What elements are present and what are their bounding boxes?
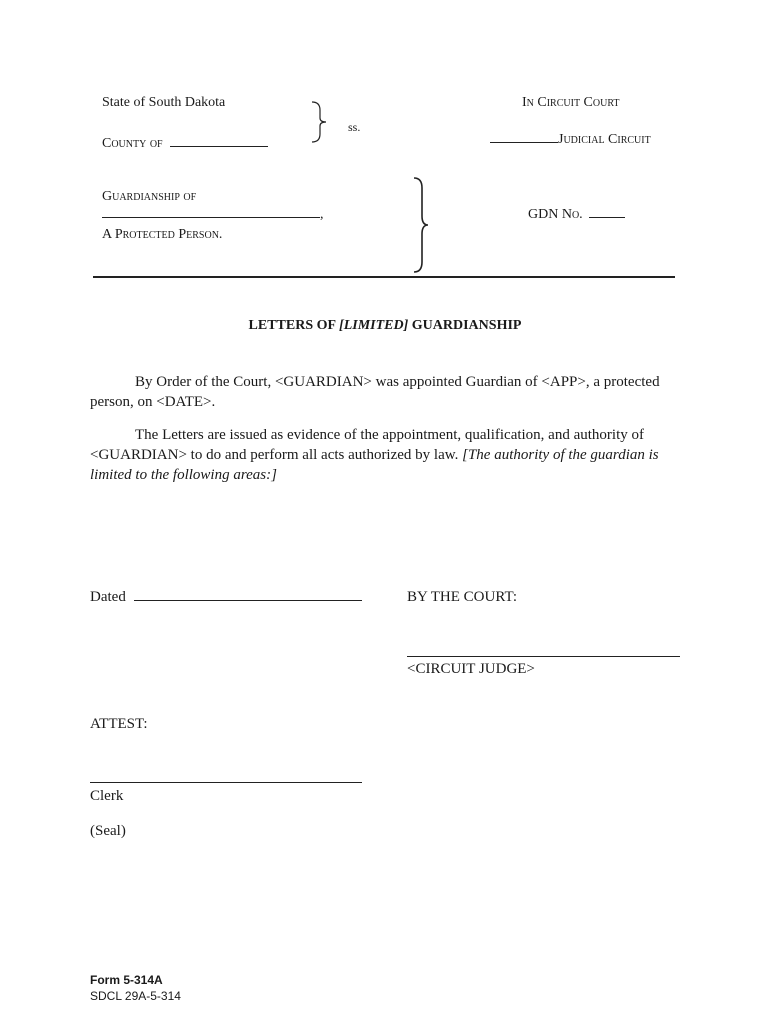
- title-part1: LETTERS OF: [248, 318, 340, 333]
- by-the-court-label: BY THE COURT:: [407, 589, 518, 605]
- caption-divider: [93, 276, 675, 278]
- paragraph-authority-limitation: [The authority of the guardian is limited to the following areas:]: [90, 447, 659, 483]
- name-blank: [102, 216, 320, 218]
- paragraph-authority: [90, 425, 690, 485]
- county-label: [102, 136, 268, 152]
- circuit-blank: [490, 141, 558, 143]
- document-title: [0, 318, 770, 334]
- state-label: State of South Dakota: [102, 95, 226, 110]
- seal-label: (Seal): [90, 823, 126, 839]
- ss-label: ss.: [348, 120, 361, 134]
- county-blank: [170, 145, 268, 147]
- county-label-text: County of: [102, 136, 163, 151]
- gdn-number: [528, 207, 625, 223]
- clerk-label: Clerk: [90, 788, 124, 804]
- circuit-judge-label: <CIRCUIT JUDGE>: [407, 661, 535, 677]
- gdn-label: GDN No.: [528, 207, 583, 222]
- protected-person-name-line: [102, 207, 324, 223]
- dated-line: [90, 589, 362, 606]
- statute-reference: SDCL 29A-5-314: [90, 989, 181, 1003]
- dated-blank: [134, 599, 362, 601]
- title-limited: [LIMITED]: [339, 318, 409, 333]
- ss-brace: [308, 100, 330, 144]
- judge-signature-line: [407, 656, 680, 657]
- guardianship-of-label: Guardianship of: [102, 189, 197, 204]
- dated-label: Dated: [90, 589, 126, 605]
- title-part3: GUARDIANSHIP: [408, 318, 522, 333]
- caption-brace: [408, 176, 432, 274]
- paragraph-appointment-text: By Order of the Court, <GUARDIAN> was appointed Guardian of <APP>, a protected person, on <DATE>.: [90, 374, 660, 410]
- court-label: In Circuit Court: [522, 95, 620, 110]
- protected-person-label: A Protected Person.: [102, 227, 223, 242]
- circuit-label: [490, 132, 651, 148]
- name-comma: ,: [320, 207, 324, 222]
- clerk-signature-line: [90, 782, 362, 783]
- circuit-label-text: Judicial Circuit: [558, 132, 651, 147]
- paragraph-appointment: [90, 372, 690, 412]
- paragraph-authority-text: The Letters are issued as evidence of the appointment, qualification, and authority of <GUARDIAN> to do and perform all acts authorized by law.: [90, 427, 644, 463]
- form-number: Form 5-314A: [90, 973, 163, 987]
- gdn-blank: [589, 216, 625, 218]
- attest-label: ATTEST:: [90, 716, 148, 732]
